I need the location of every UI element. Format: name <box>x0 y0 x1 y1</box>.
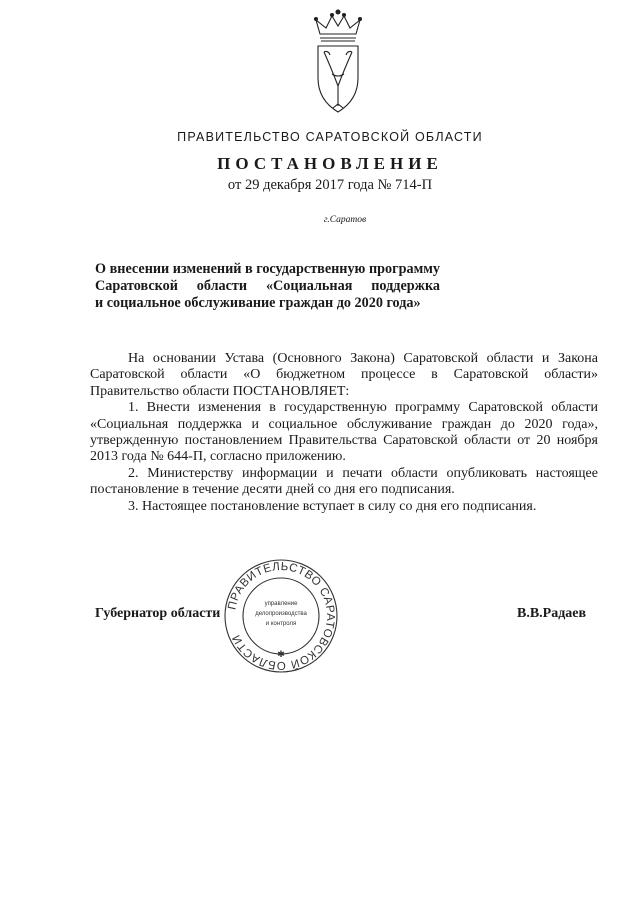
document-body <box>90 351 598 515</box>
subject-line: и социальное обслуживание граждан до 2020 года» <box>95 295 421 311</box>
document-subject <box>95 261 440 312</box>
stamp-ring-text: ПРАВИТЕЛЬСТВО САРАТОВСКОЙ ОБЛАСТИ <box>226 560 337 672</box>
stamp-center-line: и контроля <box>265 621 297 627</box>
subject-line: Саратовской области «Социальная поддержка <box>95 278 440 294</box>
body-paragraph: 1. Внести изменения в государственную программу Саратовской области «Социальная поддержка и социальное обслуживание граждан до 2020 года», утвержденную постановлением Правительства Саратовской области от 20 ноября 2013 года № 644-П, согласно приложению. <box>90 400 598 465</box>
government-title: ПРАВИТЕЛЬСТВО САРАТОВСКОЙ ОБЛАСТИ <box>177 130 483 144</box>
body-paragraph: 3. Настоящее постановление вступает в силу со дня его подписания. <box>128 498 537 514</box>
stamp-center-line: делопроизводства <box>255 611 307 617</box>
signature-name: В.В.Радаев <box>517 606 587 621</box>
document-type: ПОСТАНОВЛЕНИЕ <box>217 154 443 173</box>
official-stamp <box>222 557 340 675</box>
coat-of-arms-icon <box>308 8 368 120</box>
body-paragraph: На основании Устава (Основного Закона) Саратовской области и Закона Саратовской области «О бюджетном процессе в Саратовской области» Правительство области ПОСТАНОВЛЯЕТ: <box>90 351 598 399</box>
stamp-star-icon: ✱ <box>277 650 285 660</box>
issue-city: г.Саратов <box>323 215 367 225</box>
body-paragraph: 2. Министерству информации и печати области опубликовать настоящее постановление в течение десяти дней со дня его подписания. <box>90 465 598 498</box>
signature-position: Губернатор области <box>95 606 221 621</box>
stamp-center-line: управление <box>264 601 298 607</box>
document-date-number: от 29 декабря 2017 года № 714-П <box>227 177 433 193</box>
subject-line: О внесении изменений в государственную программу <box>95 261 440 277</box>
